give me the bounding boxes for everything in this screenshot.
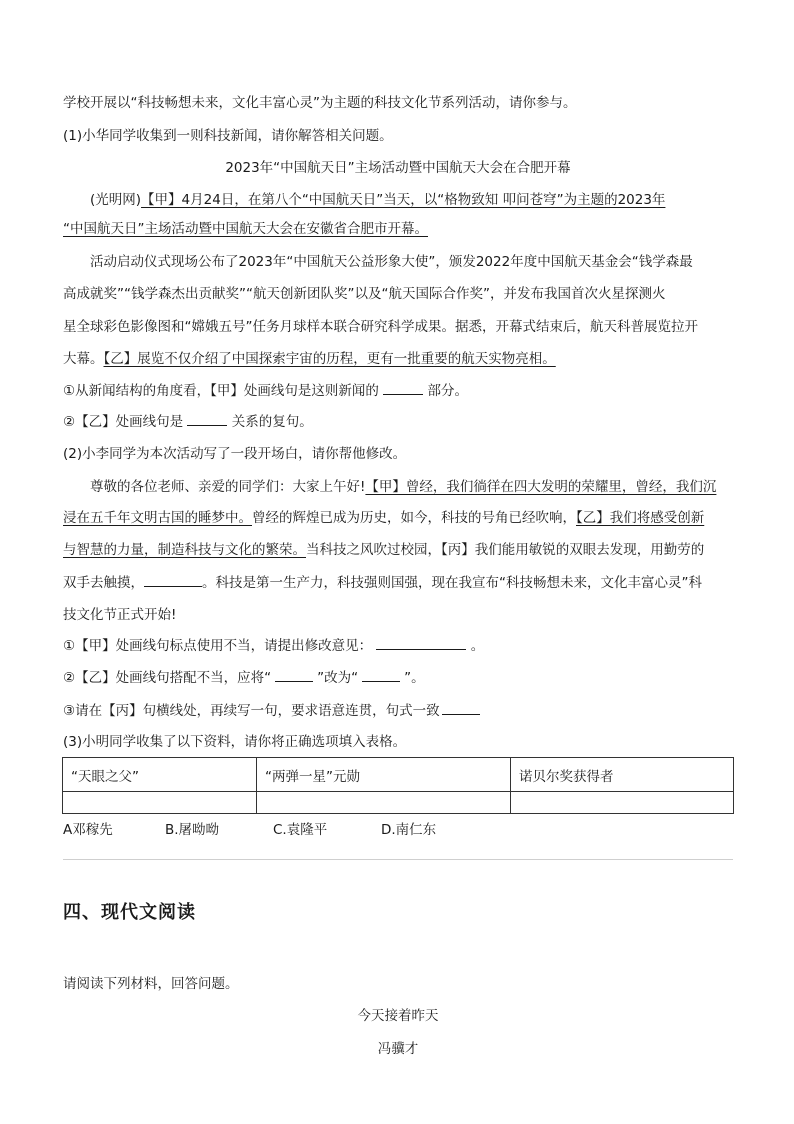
table-header-cell: 诺贝尔奖获得者 (511, 758, 734, 792)
table-header-cell: “天眼之父” (63, 758, 257, 792)
news-source: (光明网) (90, 192, 142, 208)
text-segment: 关系的复句。 (231, 414, 313, 430)
speech-yi-underlined-cont: 与智慧的力量，制造科技与文化的繁荣。 (63, 542, 306, 558)
q1-sub1 (63, 382, 468, 400)
answer-blank[interactable] (383, 382, 423, 395)
text-segment: ①从新闻结构的角度看，【甲】处画线句是这则新闻的 (63, 383, 379, 399)
speech-line4 (63, 574, 702, 592)
table-answer-cell[interactable] (257, 792, 511, 814)
answer-blank[interactable] (442, 702, 480, 715)
table-answer-cell[interactable] (63, 792, 257, 814)
news-para2-line2: 高成就奖”“钱学森杰出贡献奖”“航天创新团队奖”以及“航天国际合作奖”，并发布我国首次火星探测火 (63, 286, 666, 302)
table-header-cell: “两弹一星”元勋 (257, 758, 511, 792)
text-segment: 。 (470, 638, 485, 654)
option-d: D.南仁东 (381, 822, 437, 838)
q2-sub1 (63, 637, 484, 655)
text-segment: ”。 (404, 670, 425, 686)
reading-instruction: 请阅读下列材料，回答问题。 (63, 976, 239, 992)
answer-blank[interactable] (362, 669, 400, 682)
article-title: 今天接着昨天 (357, 1008, 439, 1024)
q2-label: (2)小李同学为本次活动写了一段开场白，请你帮他修改。 (63, 446, 407, 462)
section-divider (63, 859, 733, 860)
q3-label: (3)小明同学收集了以下资料，请你将正确选项填入表格。 (63, 734, 407, 750)
news-para1-line1 (90, 191, 665, 209)
jia-underlined-sentence: 【甲】4月24日，在第八个“中国航天日”当天，以“格物致知 叩问苍穹”为主题的2023年 (141, 192, 666, 208)
answer-blank[interactable] (187, 413, 227, 426)
speech-line1 (90, 478, 716, 496)
article-author: 冯骥才 (377, 1041, 419, 1057)
yi-underlined-sentence: 【乙】展览不仅介绍了中国探索宇宙的历程，更有一批重要的航天实物亮相。 (103, 351, 556, 367)
table-answer-cell[interactable] (511, 792, 734, 814)
text-segment: 大幕。 (63, 351, 104, 367)
answer-blank[interactable] (376, 637, 466, 650)
q2-sub3 (63, 702, 480, 720)
intro-text: 学校开展以“科技畅想未来，文化丰富心灵”为主题的科技文化节系列活动，请你参与。 (63, 95, 577, 111)
news-para2-line4 (63, 350, 556, 368)
jia-underlined-sentence-cont: “中国航天日”主场活动暨中国航天大会在安徽省合肥市开幕。 (63, 221, 428, 237)
speech-line3 (63, 541, 704, 559)
speech-line5: 技文化节正式开始! (63, 607, 177, 623)
text-segment: ②【乙】处画线句是 (63, 414, 184, 430)
table-answer-row (63, 792, 734, 814)
text-segment: 双手去触摸， (63, 575, 144, 591)
text-segment: ①【甲】处画线句标点使用不当，请提出修改意见： (63, 638, 373, 654)
speech-jia-underlined: 【甲】曾经，我们徜徉在四大发明的荣耀里，曾经，我们沉 (365, 479, 717, 495)
news-para2-line1: 活动启动仪式现场公布了2023年“中国航天公益形象大使”，颁发2022年度中国航天基金会“钱学森最 (90, 254, 693, 270)
text-segment: 尊敬的各位老师、亲爱的同学们：大家上午好! (90, 479, 366, 495)
news-para1-line2 (63, 220, 428, 238)
text-segment: 当科技之风吹过校园，【丙】我们能用敏锐的双眼去发现，用勤劳的 (306, 542, 705, 558)
text-segment: ③请在【丙】句横线处，再续写一句，要求语意连贯，句式一致 (63, 703, 440, 719)
text-segment: 。科技是第一生产力，科技强则国强，现在我宣布“科技畅想未来，文化丰富心灵”科 (202, 575, 702, 591)
text-segment: ②【乙】处画线句搭配不当，应将“ (63, 670, 272, 686)
option-c: C.袁隆平 (273, 822, 328, 838)
section-title: 四、现代文阅读 (63, 902, 196, 923)
option-b: B.屠呦呦 (165, 822, 220, 838)
speech-line2 (63, 509, 704, 527)
news-title: 2023年“中国航天日”主场活动暨中国航天大会在合肥开幕 (225, 160, 571, 176)
speech-jia-underlined-cont: 浸在五千年文明古国的睡梦中。 (63, 510, 252, 526)
answer-blank[interactable] (275, 669, 313, 682)
table-header-row (63, 758, 734, 792)
text-segment: 部分。 (427, 383, 468, 399)
q1-label: (1)小华同学收集到一则科技新闻，请你解答相关问题。 (63, 128, 393, 144)
speech-yi-underlined: 【乙】我们将感受创新 (576, 510, 705, 526)
answer-table (62, 757, 734, 814)
q1-sub2 (63, 413, 313, 431)
text-segment: ”改为“ (317, 670, 359, 686)
option-a: A邓稼先 (63, 822, 113, 838)
news-para2-line3: 星全球彩色影像图和“嫦娥五号”任务月球样本联合研究科学成果。据悉，开幕式结束后，航天科普展览拉开 (63, 319, 698, 335)
text-segment: 曾经的辉煌已成为历史，如今，科技的号角已经吹响， (252, 510, 576, 526)
q2-sub2 (63, 669, 425, 687)
bing-blank[interactable] (144, 574, 202, 587)
